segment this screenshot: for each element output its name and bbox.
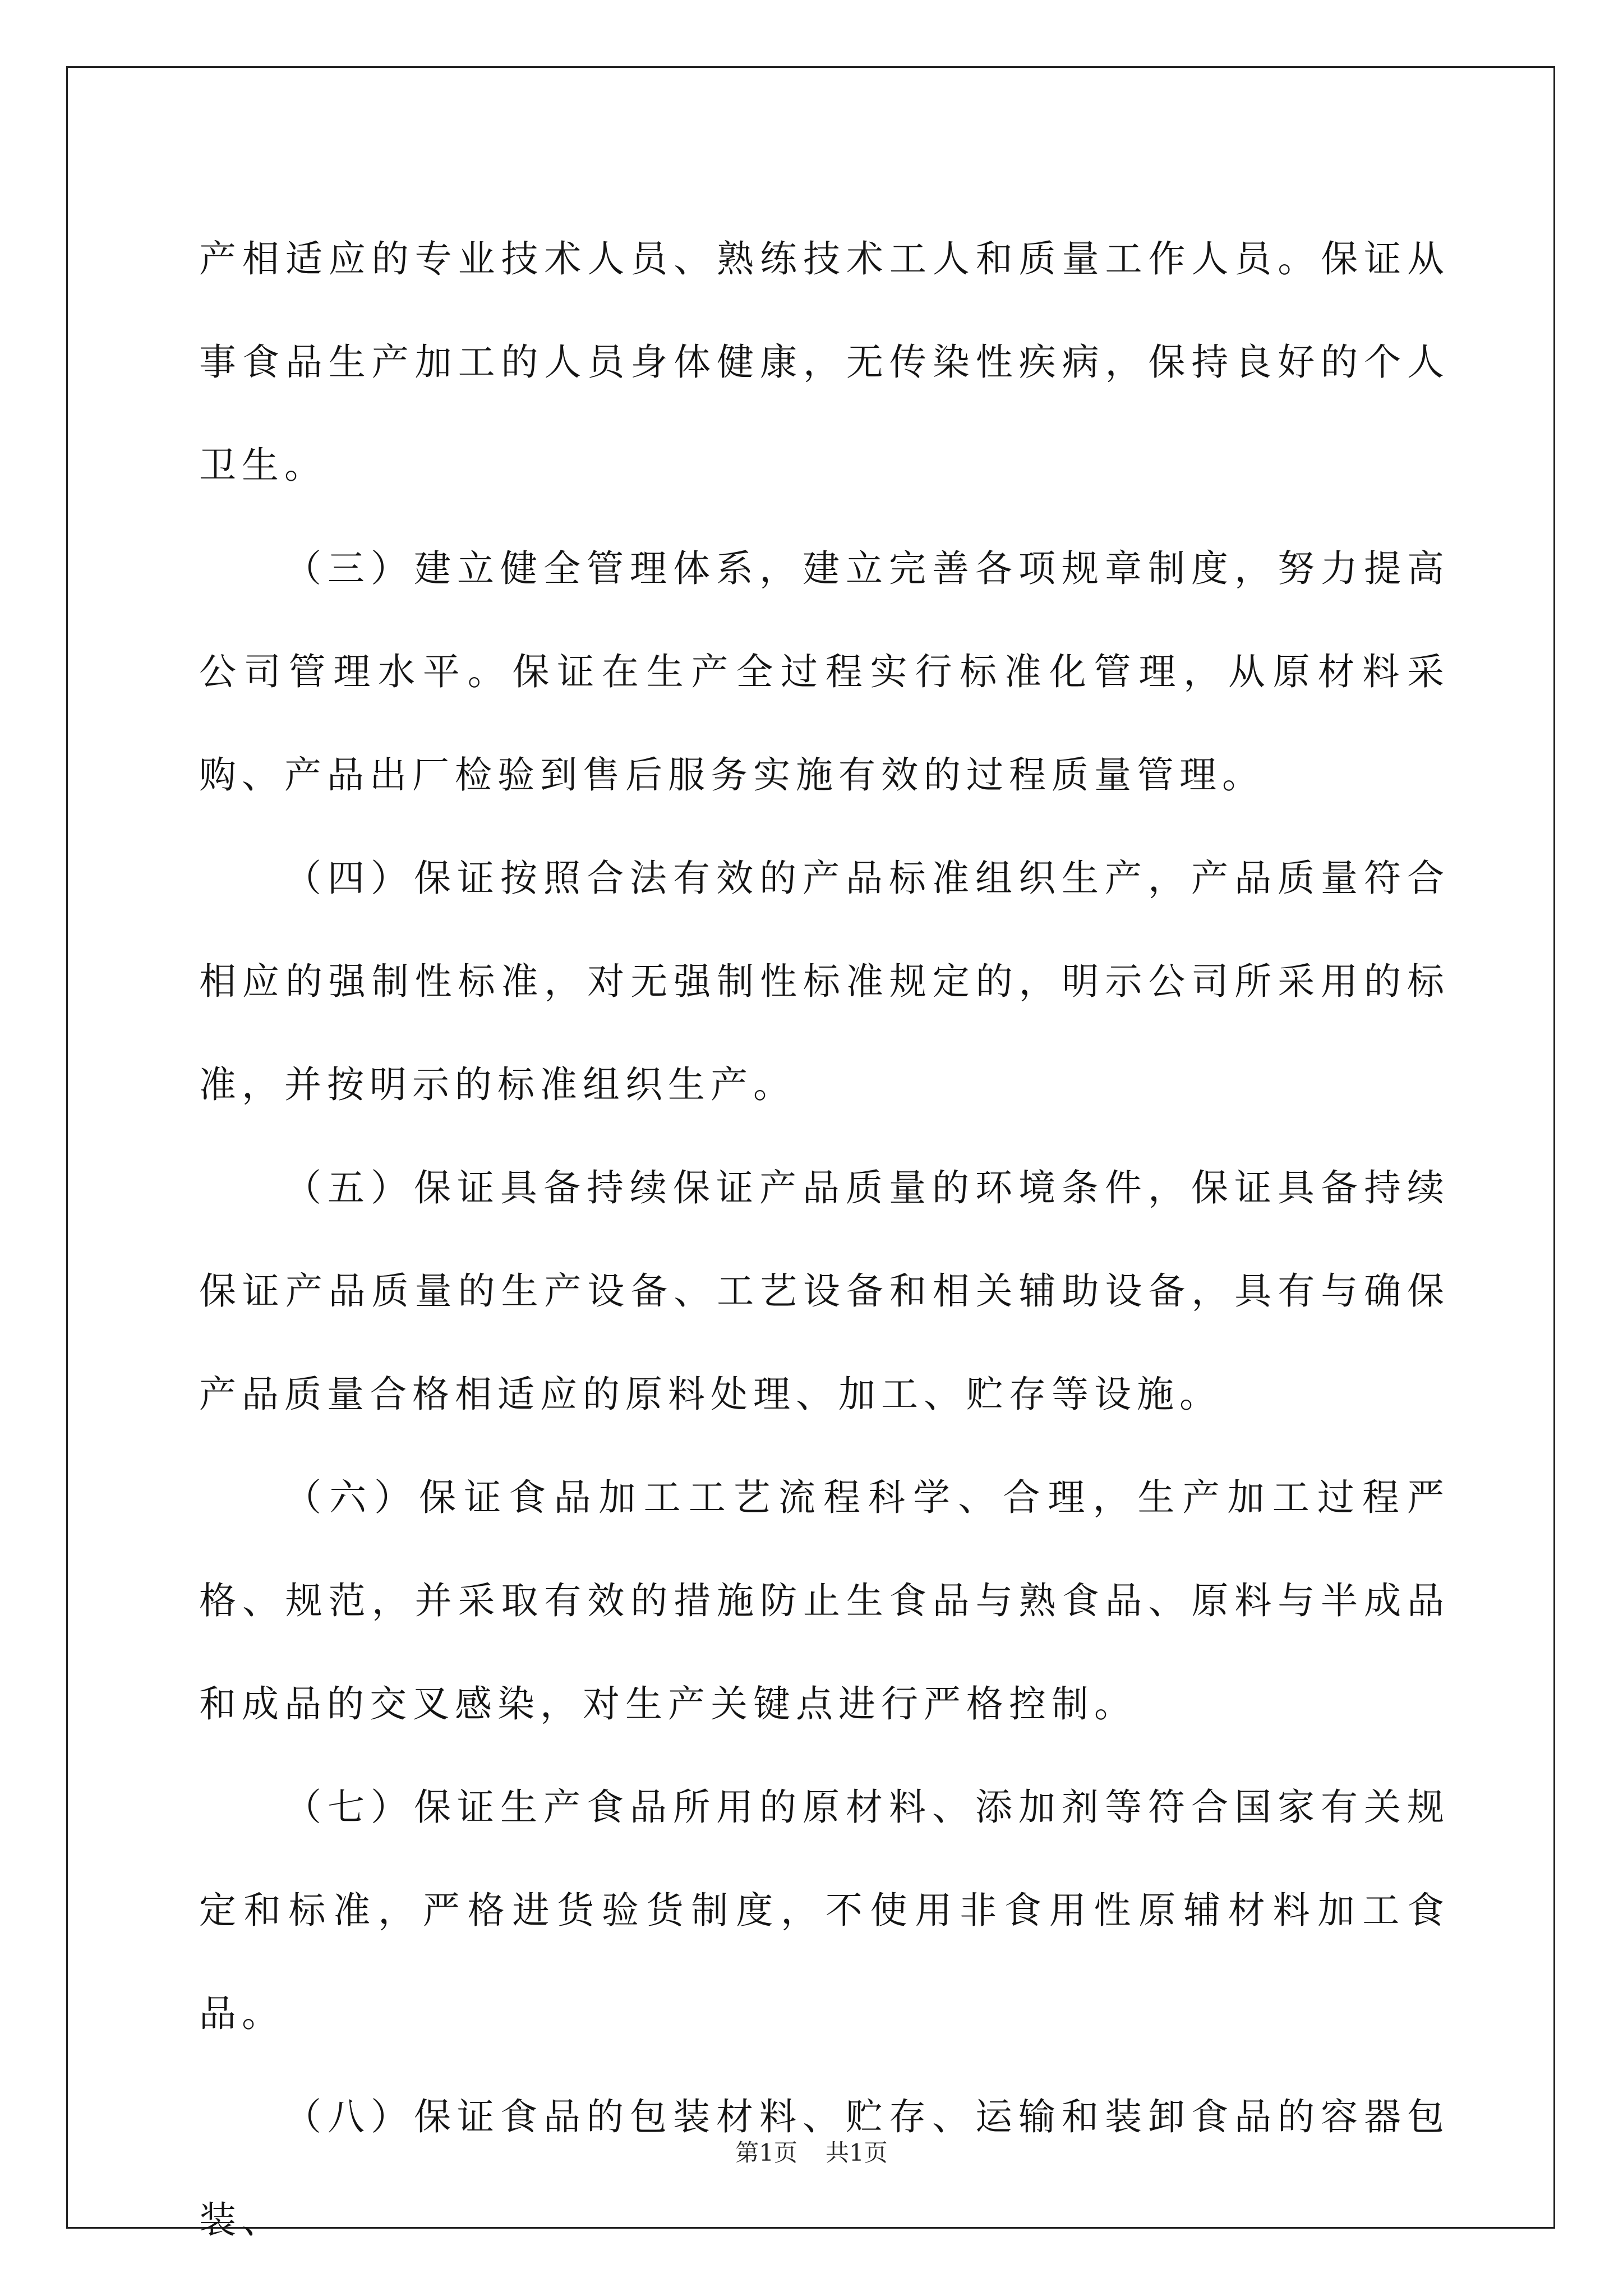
paragraph-item-8: （八）保证食品的包装材料、贮存、运输和装卸食品的容器包装、 — [199, 2095, 1450, 2242]
paragraph-continued: 产相适应的专业技术人员、熟练技术工人和质量工作人员。保证从事食品生产加工的人员身体健康，无传染性疾病，保持良好的个人卫生。 — [199, 237, 1450, 487]
paragraph-item-7: （七）保证生产食品所用的原材料、添加剂等符合国家有关规定和标准，严格进货验货制度，不使用非食用性原辅材料加工食品。 — [199, 1786, 1450, 2035]
document-body — [199, 208, 1450, 2272]
paragraph-item-3: （三）建立健全管理体系，建立完善各项规章制度，努力提高公司管理水平。保证在生产全过程实行标准化管理，从原材料采购、产品出厂检验到售后服务实施有效的过程质量管理。 — [199, 547, 1450, 797]
page-footer — [0, 2136, 1623, 2170]
paragraph-item-6: （六）保证食品加工工艺流程科学、合理，生产加工过程严格、规范，并采取有效的措施防止生食品与熟食品、原料与半成品和成品的交叉感染，对生产关键点进行严格控制。 — [199, 1476, 1450, 1726]
page-number-current: 第1页 — [735, 2139, 797, 2166]
page-number-total: 共1页 — [826, 2139, 888, 2166]
paragraph-item-5: （五）保证具备持续保证产品质量的环境条件，保证具备持续保证产品质量的生产设备、工艺设备和相关辅助设备，具有与确保产品质量合格相适应的原料处理、加工、贮存等设施。 — [199, 1166, 1450, 1416]
paragraph-item-4: （四）保证按照合法有效的产品标准组织生产，产品质量符合相应的强制性标准，对无强制性标准规定的，明示公司所采用的标准，并按明示的标准组织生产。 — [199, 857, 1450, 1106]
